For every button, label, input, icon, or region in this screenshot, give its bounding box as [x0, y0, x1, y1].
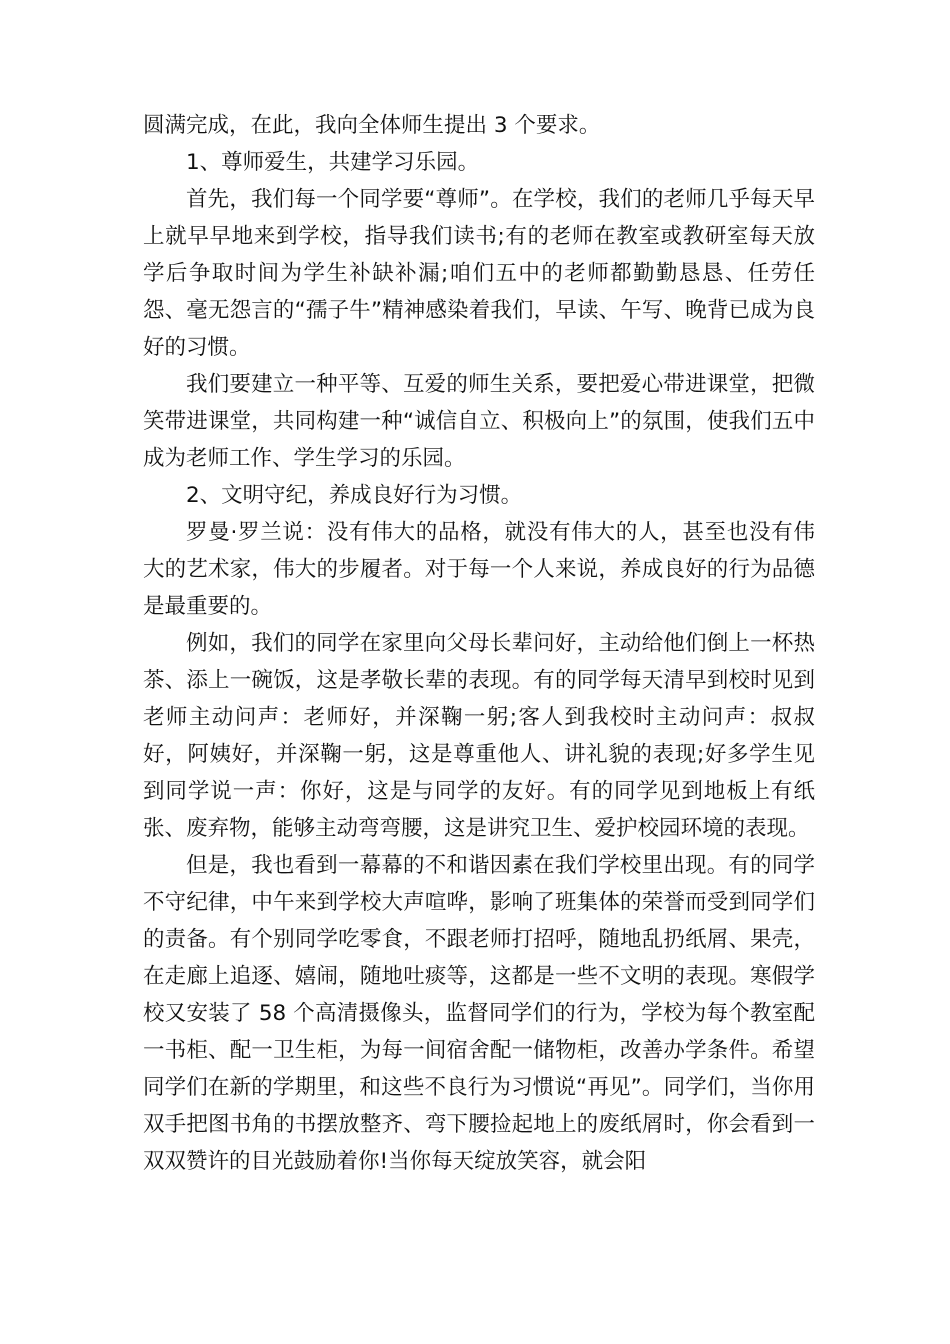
paragraph-romain-rolland-quote: 罗曼·罗兰说：没有伟大的品格，就没有伟大的人，甚至也没有伟大的艺术家，伟大的步履者。对于每一个人来说，养成良好的行为品德是最重要的。: [143, 520, 815, 619]
document-body: [143, 107, 815, 1180]
paragraph-examples: 例如，我们的同学在家里向父母长辈问好，主动给他们倒上一杯热茶、添上一碗饭，这是孝敬长辈的表现。有的同学每天清早到校时见到老师主动问声：老师好，并深鞠一躬;客人到我校时主动问声：叔叔好，阿姨好，并深鞠一躬，这是尊重他人、讲礼貌的表现;好多学生见到同学说一声：你好，这是与同学的友好。有的同学见到地板上有纸张、废弃物，能够主动弯弯腰，这是讲究卫生、爱护校园环境的表现。: [143, 631, 815, 841]
paragraph-continuation: 圆满完成，在此，我向全体师生提出 3 个要求。: [143, 113, 601, 138]
paragraph-teacher-student-relation: 我们要建立一种平等、互爱的师生关系，要把爱心带进课堂，把微笑带进课堂，共同构建一种“诚信自立、积极向上”的氛围，使我们五中成为老师工作、学生学习的乐园。: [143, 372, 815, 471]
section-heading-respect-teachers: 1、尊师爱生，共建学习乐园。: [186, 150, 480, 175]
paragraph-uncivil-behavior: 但是，我也看到一幕幕的不和谐因素在我们学校里出现。有的同学不守纪律，中午来到学校大声喧哗，影响了班集体的荣誉而受到同学们的责备。有个别同学吃零食，不跟老师打招呼，随地乱扔纸屑、果壳，在走廊上追逐、嬉闹，随地吐痰等，这都是一些不文明的表现。寒假学校又安装了 58 个高清摄像头，监督同学们的行为，学校为每个教室配一书柜、配一卫生柜，为每一间宿舍配一储物柜，改善办学条件。希望同学们在新的学期里，和这些不良行为习惯说“再见”。同学们，当你用双手把图书角的书摆放整齐、弯下腰捡起地上的废纸屑时，你会看到一双双赞许的目光鼓励着你!当你每天绽放笑容，就会阳: [143, 853, 815, 1174]
paragraph-respect-teachers: 首先，我们每一个同学要“尊师”。在学校，我们的老师几乎每天早上就早早地来到学校，指导我们读书;有的老师在教室或教研室每天放学后争取时间为学生补缺补漏;咱们五中的老师都勤勤恳恳、任劳任怨、毫无怨言的“孺子牛”精神感染着我们，早读、午写、晚背已成为良好的习惯。: [143, 187, 815, 360]
section-heading-civility: 2、文明守纪，养成良好行为习惯。: [186, 483, 523, 508]
